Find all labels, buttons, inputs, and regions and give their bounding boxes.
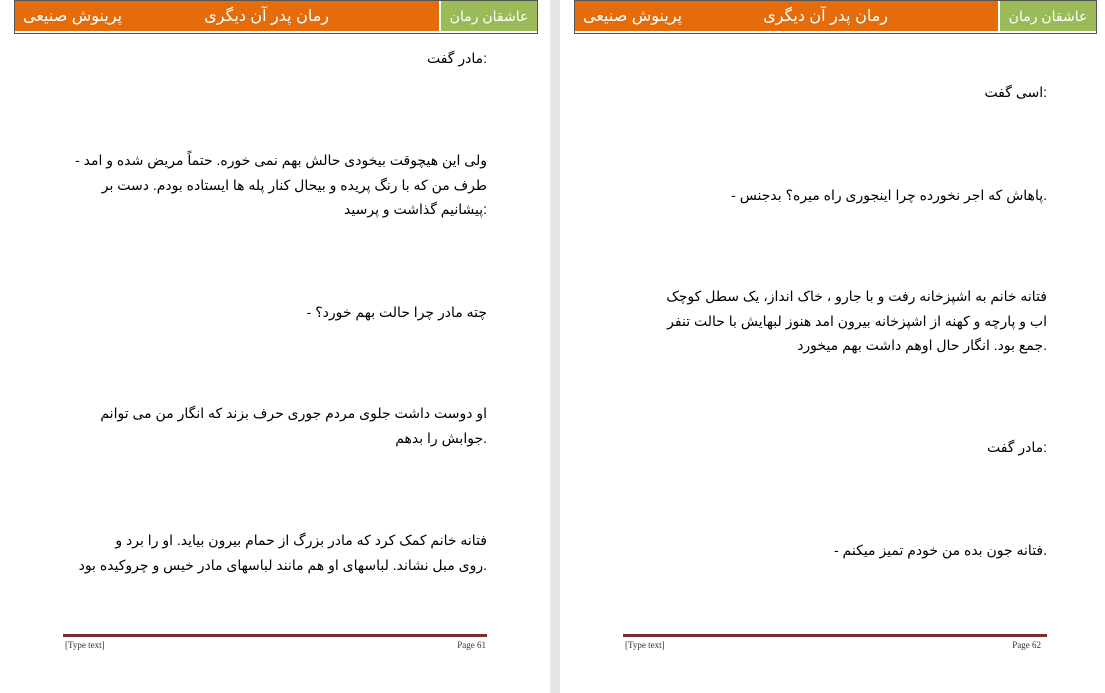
paragraph: :مادر گفت <box>986 439 1047 455</box>
paragraph: فتانه خانم کمک کرد که مادر بزرگ از حمام بیرون بیاید. او را برد و .روی مبل نشاند. لباسهای او هم مانند لباسهای مادر خیس و چروکیده بود <box>78 532 487 573</box>
footer-rule <box>63 634 487 637</box>
paragraph: چته مادر چرا حالت بهم خورد؟ - <box>306 304 487 320</box>
header-series: عاشقان رمان <box>439 1 537 31</box>
page-header <box>574 0 1097 34</box>
paragraph: :مادر گفت <box>426 50 487 66</box>
header-novel-title: رمان پدر آن دیگری <box>763 8 888 25</box>
footer-rule <box>623 634 1047 637</box>
page-number: Page 62 <box>1012 640 1041 650</box>
header-title-bar <box>15 1 439 31</box>
page-61 <box>0 0 550 693</box>
footer-placeholder: [Type text] <box>65 640 105 650</box>
paragraph: .پاهاش که اجر نخورده چرا اینجوری راه میره؟ بدجنس - <box>731 187 1047 203</box>
paragraph: او دوست داشت جلوی مردم جوری حرف بزند که انگار من می توانم .جوابش را بدهم <box>100 405 487 446</box>
paragraph: ولی این هیچوقت بیخودی حالش بهم نمی خوره. حتماً مریض شده و امد - طرف من که با رنگ پریده و بیحال کنار پله ها ایستاده بودم. دست بر :پیشانیم گذاشت و پرسید <box>75 152 487 217</box>
header-title-bar <box>575 1 998 31</box>
footer-placeholder: [Type text] <box>625 640 665 650</box>
paragraph: :اسی گفت <box>984 84 1047 100</box>
paragraph: .فتانه جون بده من خودم تمیز میکنم - <box>834 542 1047 558</box>
page-header <box>14 0 538 34</box>
header-author: پرینوش صنیعی <box>23 8 123 25</box>
page-62 <box>560 0 1105 693</box>
header-series: عاشقان رمان <box>998 1 1096 31</box>
paragraph: فتانه خانم به اشپزخانه رفت و با جارو ، خاک انداز، یک سطل کوچک اب و پارچه و کهنه از اشپزخانه بیرون امد هنوز لبهایش با حالت تنفر .جمع بود. انگار حال اوهم داشت بهم میخورد <box>666 288 1047 353</box>
header-novel-title: رمان پدر آن دیگری <box>204 8 329 25</box>
page-number: Page 61 <box>457 640 486 650</box>
header-author: پرینوش صنیعی <box>583 8 683 25</box>
